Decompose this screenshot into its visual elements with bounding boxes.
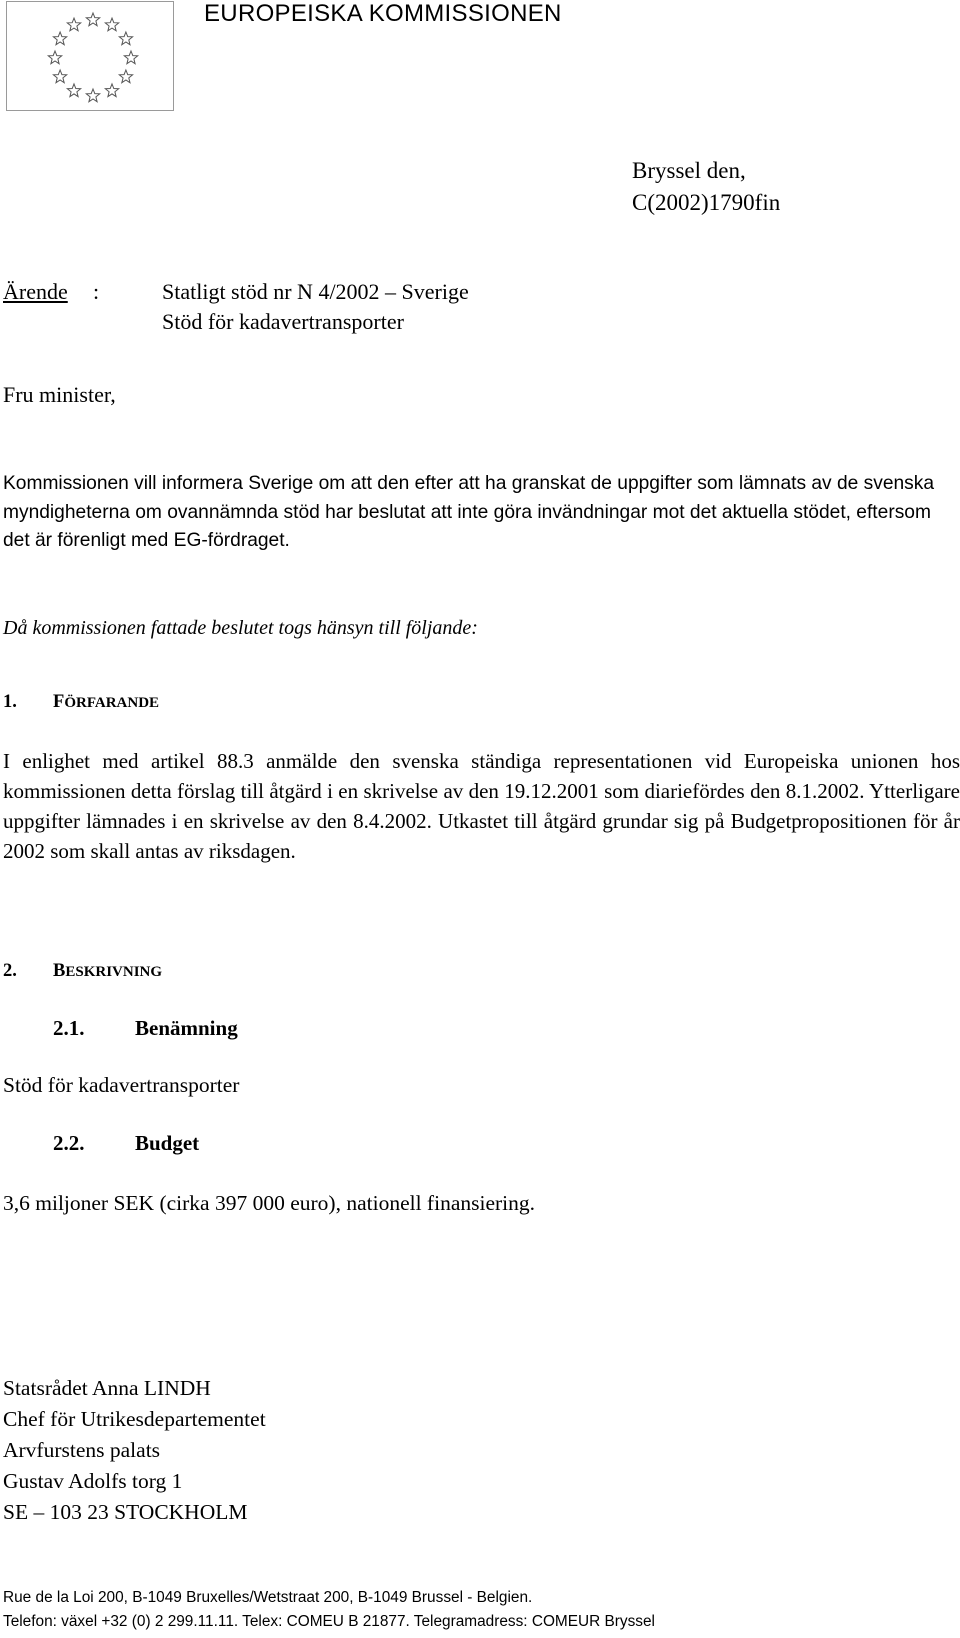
section-2-heading [3, 961, 162, 982]
section-1-text: I enlighet med artikel 88.3 anmälde den svenska ständiga representationen vid Europeiska unionen hos kommissionen detta förslag till åtgärd i en skrivelse av den 19.12.2001 som diariefördes den 8.1.2002. Ytterligare uppgifter lämnades i en skrivelse av den 8.4.2002. Utkastet till åtgärd grundar sig på Budgetpropositionen för år 2002 som skall antas av riksdagen. [3, 749, 960, 863]
subject-line-1: Statligt stöd nr N 4/2002 – Sverige [162, 279, 469, 304]
place-date: Bryssel den, [632, 158, 746, 183]
section-title-rest: ÖRFARANDE [64, 695, 160, 711]
recipient-line: Chef för Utrikesdepartementet [3, 1407, 266, 1431]
star-icon [124, 51, 137, 64]
recipient-line: Arvfurstens palats [3, 1438, 161, 1462]
star-icon [119, 70, 132, 83]
footer-contact: Telefon: växel +32 (0) 2 299.11.11. Telex: COMEU B 21877. Telegramadress: COMEUR Bryssel [3, 1613, 655, 1630]
recipient-line: Gustav Adolfs torg 1 [3, 1469, 183, 1493]
star-icon [67, 84, 80, 97]
subsection-2-2-heading [53, 1131, 199, 1156]
salutation: Fru minister, [3, 382, 116, 407]
eu-stars-emblem-icon [7, 2, 175, 112]
recipient-line: SE – 103 23 STOCKHOLM [3, 1500, 248, 1524]
section-1-heading [3, 692, 159, 713]
section-title-rest: ESKRIVNING [65, 964, 163, 980]
section-title-initial: B [53, 961, 66, 981]
section-number: 1. [3, 692, 17, 712]
star-icon [86, 13, 99, 26]
star-icon [86, 89, 99, 102]
star-icon [48, 51, 61, 64]
subsection-number: 2.2. [53, 1131, 85, 1155]
star-icon [53, 70, 66, 83]
star-icon [53, 32, 66, 45]
eu-logo [6, 1, 174, 111]
intro-paragraph: Kommissionen vill informera Sverige om att den efter att ha granskat de uppgifter som lämnats av de svenska myndigheterna om ovannämnda stöd har beslutat att inte göra invändningar mot det aktuella stödet, eftersom det är förenligt med EG-fördraget. [3, 473, 935, 551]
reference-number: C(2002)1790fin [632, 190, 781, 215]
organization-name: EUROPEISKA KOMMISSIONEN [204, 0, 562, 27]
recipient-line: Statsrådet Anna LINDH [3, 1376, 211, 1400]
subsection-number: 2.1. [53, 1016, 85, 1040]
considerations-note: Då kommissionen fattade beslutet togs hänsyn till följande: [3, 617, 478, 639]
footer-address: Rue de la Loi 200, B-1049 Bruxelles/Wetstraat 200, B-1049 Brussel - Belgien. [3, 1589, 533, 1606]
subject-colon: : [93, 279, 100, 304]
subject-line-2: Stöd för kadavertransporter [162, 309, 404, 334]
subsection-2-1-text: Stöd för kadavertransporter [3, 1073, 240, 1097]
section-number: 2. [3, 961, 17, 981]
star-icon [67, 18, 80, 31]
subject-label: Ärende [3, 279, 68, 304]
section-title-initial: F [53, 692, 65, 712]
star-icon [119, 32, 132, 45]
subsection-2-1-heading [53, 1016, 238, 1041]
star-icon [105, 18, 118, 31]
subsection-2-2-text: 3,6 miljoner SEK (cirka 397 000 euro), nationell finansiering. [3, 1191, 535, 1215]
star-icon [105, 84, 118, 97]
subsection-title: Budget [135, 1131, 200, 1155]
subsection-title: Benämning [135, 1016, 238, 1040]
